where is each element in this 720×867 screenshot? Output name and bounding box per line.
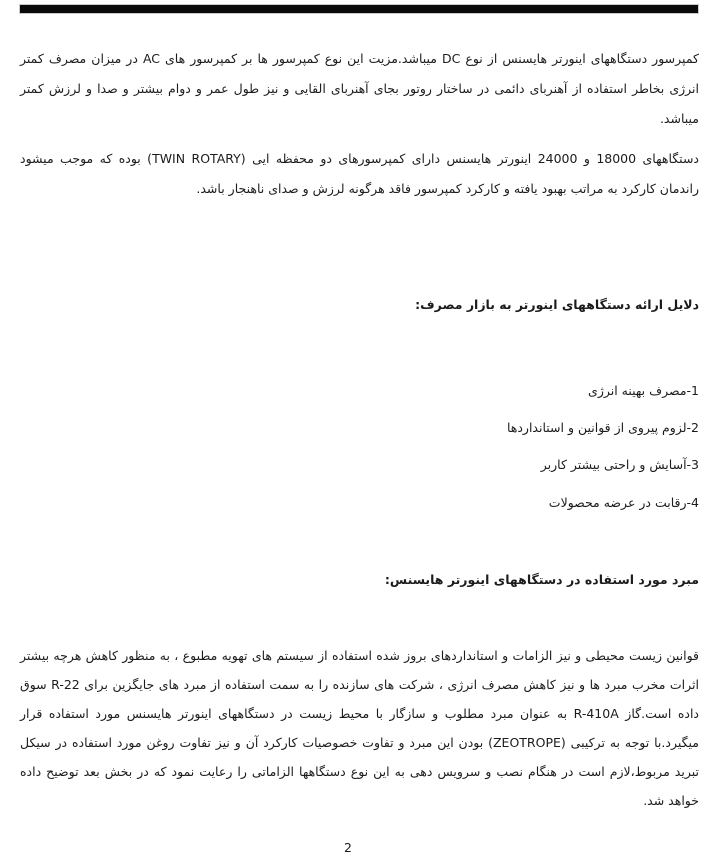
list-item-user-comfort: 3-آسایش و راحتی بیشتر کاربر — [540, 457, 699, 472]
list-item-energy-consumption: 1-مصرف بهینه انرژی — [588, 383, 699, 398]
page-number: 2 — [344, 840, 352, 855]
heading-refrigerant: مبرد مورد استفاده در دستگاههای اینورتر هایسنس: — [384, 572, 699, 587]
paragraph-refrigerant-r410a: قوانین زیست محیطی و نیز الزامات و استانداردهای بروز شده استفاده از سیستم های تهویه مطبوع ، به منظور کاهش هرچه بیشتر اثرات مخرب مبرد ها و نیز کاهش مصرف انرژی ، شرکت های سازنده را به سمت استفاده از مبرد های جایگزین برای R-22 سوق داده است.گاز R-410A به عنوان مبرد مطلوب و سازگار با محیط زیست در دستگاههای اینورتر هایسنس مورد استفاده قرار میگیرد.با توجه به ترکیبی (ZEOTROPE) بودن این مبرد و تفاوت خصوصیات کارکرد آن و نیز تفاوت روغن مورد استفاده در سیکل تبرید مربوط،لازم است در هنگام نصب و سرویس دهی به این نوع دستگاهها الزاماتی را رعایت نمود که در بخش بعد توضیح داده خواهد شد. — [20, 648, 699, 808]
list-item-regulations: 2-لزوم پیروی از قوانین و استانداردها — [506, 420, 699, 435]
top-horizontal-rule — [20, 5, 698, 13]
paragraph-compressor-dc: کمپرسور دستگاههای اینورتر هایسنس از نوع DC میباشد.مزیت این نوع کمپرسور ها بر کمپرسور های AC در میزان مصرف کمتر انرژی بخاطر استفاده از آهنربای دائمی در ساختار روتور بجای آهنربای القایی و نیز طول عمر و دوام بیشتر و صدا و لرزش کمتر میباشد. — [20, 51, 699, 126]
paragraph-twin-rotary: دستگاههای 18000 و 24000 اینورتر هایسنس دارای کمپرسورهای دو محفظه ایی (TWIN ROTARY) بوده که موجب میشود راندمان کارکرد به مراتب بهبود یافته و کارکرد کمپرسور فاقد هرگونه لرزش و صدای ناهنجار باشد. — [20, 151, 699, 196]
heading-reasons-for-inverter: دلایل ارائه دستگاههای اینورتر به بازار مصرف: — [415, 297, 699, 312]
list-item-product-competition: 4-رقابت در عرضه محصولات — [548, 495, 699, 510]
